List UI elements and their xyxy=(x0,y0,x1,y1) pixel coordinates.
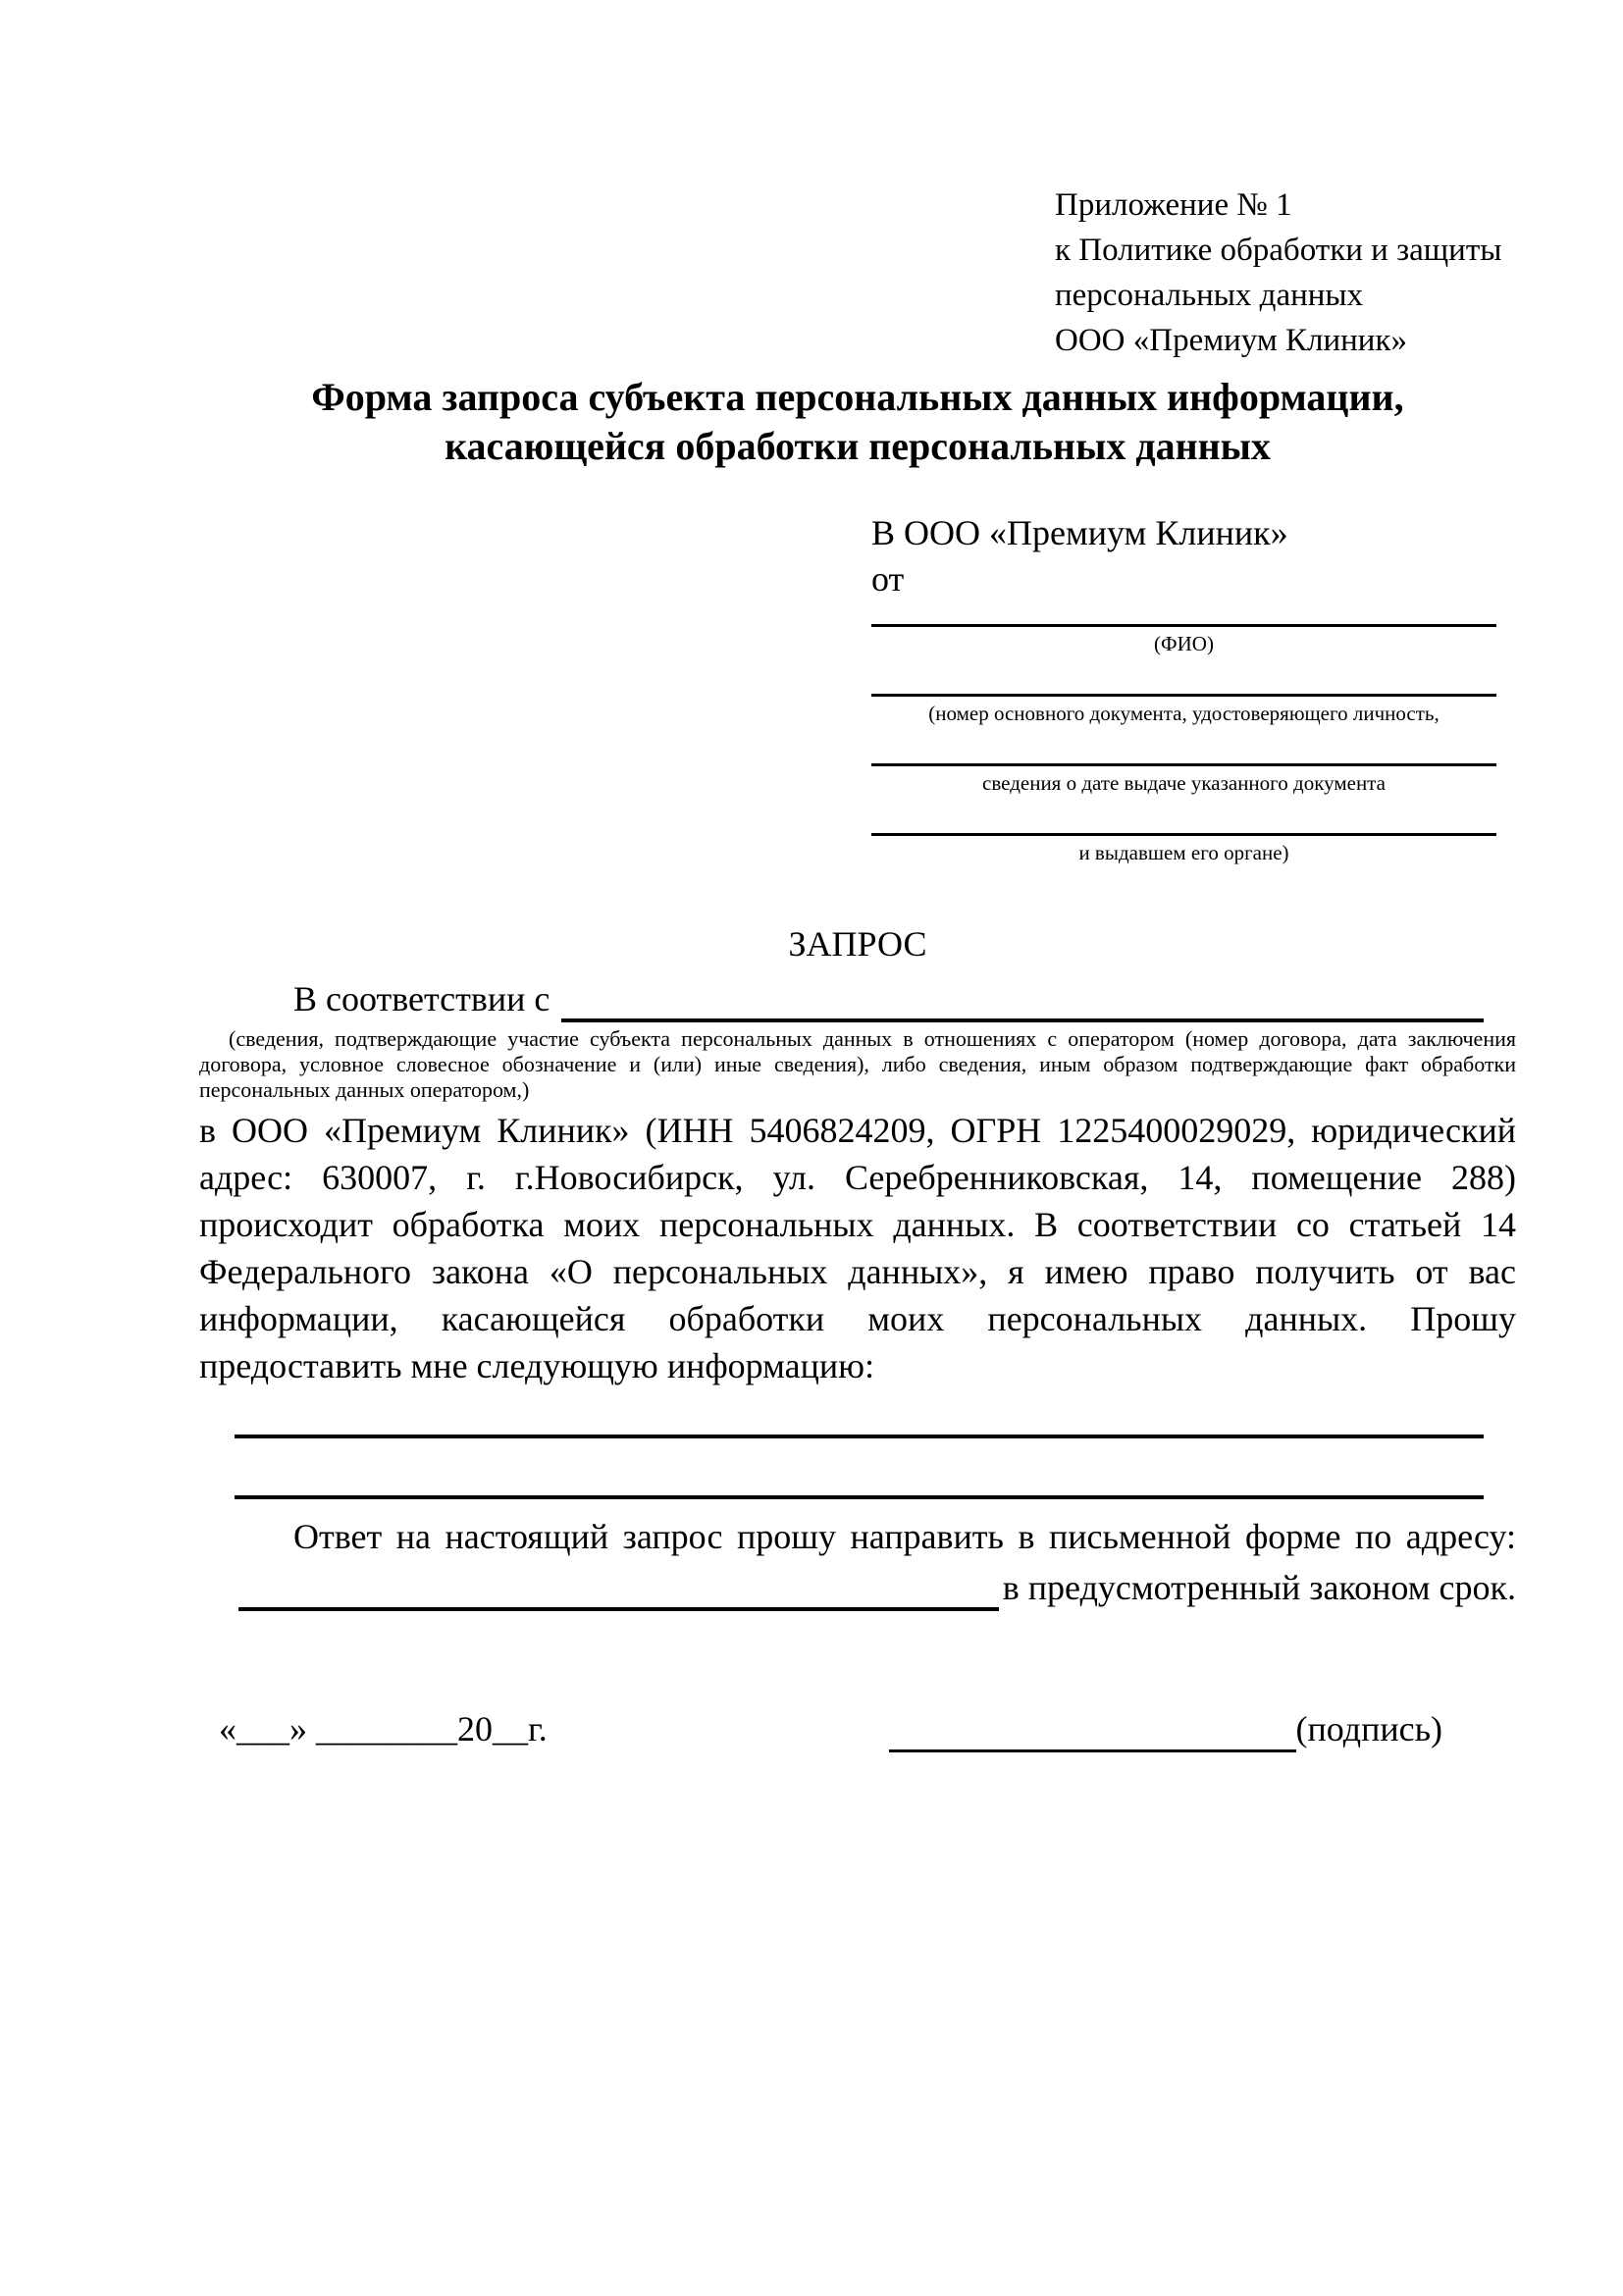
recipient-block xyxy=(871,510,1496,867)
recipient-org: В ООО «Премиум Клиник» xyxy=(871,513,1288,552)
info-field-line-1[interactable] xyxy=(235,1435,1484,1438)
basis-label: В соответствии с xyxy=(293,979,550,1018)
basis-field-line[interactable] xyxy=(561,981,1484,1022)
annex-block xyxy=(1055,183,1516,363)
signature-field-line[interactable] xyxy=(889,1711,1296,1752)
basis-footnote: (сведения, подтверждающие участие субъекта персональных данных в отношениях с оператором (номер договора, дата заключения договора, условное словесное обозначение и (или) иные сведения), либо сведения, иным образом подтверждающие факт обработки персональных данных оператором,) xyxy=(199,1026,1516,1102)
doc-date-caption: сведения о дате выдаче указанного документа xyxy=(982,771,1386,795)
recipient-from-label: от xyxy=(871,559,905,599)
annex-line: Приложение № 1 xyxy=(1055,187,1292,223)
fio-caption: (ФИО) xyxy=(1154,632,1214,655)
request-heading: ЗАПРОС xyxy=(788,924,927,964)
reply-term: в предусмотренный законом срок. xyxy=(1002,1568,1516,1607)
address-field-line[interactable] xyxy=(238,1570,999,1611)
request-body: в ООО «Премиум Клиник» (ИНН 5406824209, ОГРН 1225400029029, юридический адрес: 630007, г. г.Новосибирск, ул. Серебренниковская, 14, помещение 288) происходит обработка моих персональных данных. В соответствии со статьей 14 Федерального закона «О персональных данных», я имею право получить от вас информации, касающейся обработки моих персональных данных. Прошу предоставить мне следующую информацию: xyxy=(199,1111,1516,1385)
annex-line: ООО «Премиум Клиник» xyxy=(1055,323,1407,358)
document-content xyxy=(199,183,1516,1752)
form-title-line1: Форма запроса субъекта персональных данных информации, xyxy=(311,375,1404,419)
form-title-line2: касающейся обработки персональных данных xyxy=(445,424,1271,468)
annex-line: персональных данных xyxy=(1055,278,1364,313)
date-field[interactable]: «___» ________20__г. xyxy=(219,1709,548,1748)
basis-row xyxy=(199,975,1516,1022)
annex-line: к Политике обработки и защиты xyxy=(1055,233,1502,268)
form-title xyxy=(199,373,1516,471)
doc-number-caption: (номер основного документа, удостоверяющего личность, xyxy=(928,702,1440,725)
reply-address-row xyxy=(199,1564,1516,1611)
signature-row xyxy=(199,1705,1516,1752)
signature-caption: (подпись) xyxy=(1295,1709,1442,1748)
doc-issuer-caption: и выдавшем его органе) xyxy=(1078,841,1289,864)
reply-instruction: Ответ на настоящий запрос прошу направить в письменной форме по адресу: xyxy=(293,1517,1516,1556)
info-field-line-2[interactable] xyxy=(235,1495,1484,1499)
signature-cell xyxy=(889,1705,1442,1752)
